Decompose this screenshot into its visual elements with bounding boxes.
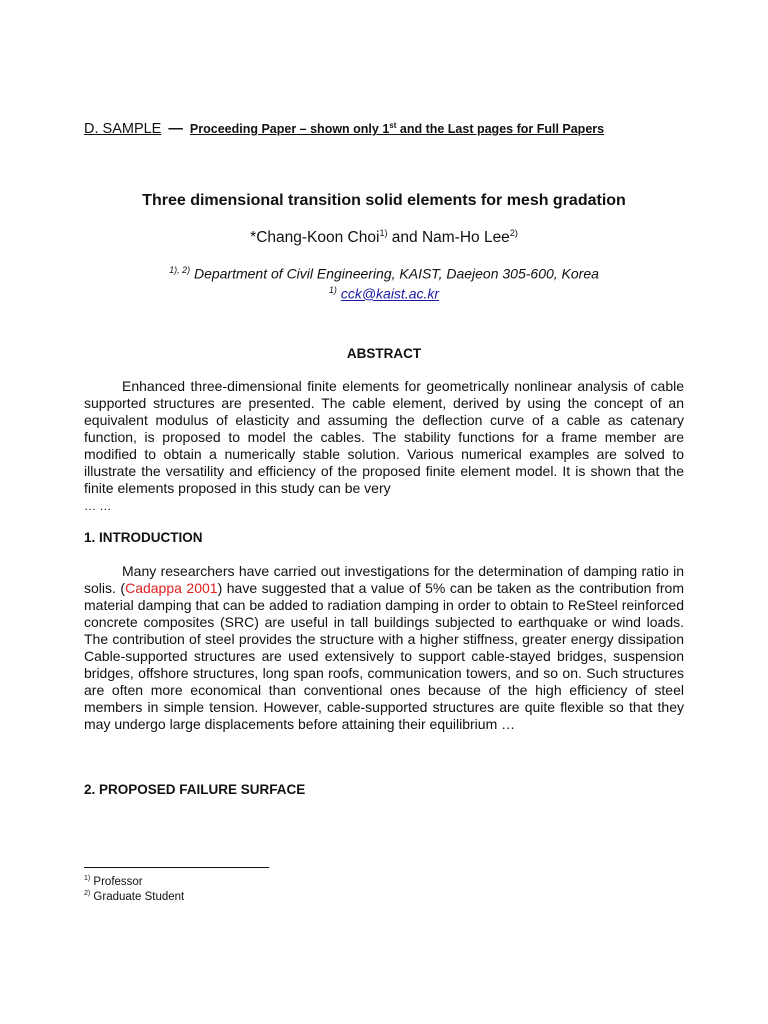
author-2-sup: 2): [509, 228, 518, 238]
abstract-text: Enhanced three-dimensional finite elements for geometrically nonlinear analysis of cable supported structures are presented. The cable element, derived by using the concept of an equivalent modulus of elasticity and assuming the deflection curve of a cable as catenary function, is proposed to model the cables. The stability functions for a frame member are modified to obtain a numerically stable solution. Various numerical examples are solved to illustrate the versatility and efficiency of the proposed finite element model. It is shown that the finite elements proposed in this study can be very: [84, 378, 684, 496]
citation-link[interactable]: Cadappa 2001: [125, 580, 218, 596]
intro-tail: equilibrium …: [429, 716, 516, 732]
footnote-2: [84, 890, 184, 903]
intro-text-after: ) have suggested that a value of 5% can be taken as the contribution from material damping that can be added to radiation damping in order to obtain to ReSteel reinforced concrete composites (SRC) are useful in tall buildings subjected to earthquake or wind loads. The contribution of steel provides the structure with a higher stiffness, greater energy dissipation Cable-supported structures are used extensively to support cable-stayed bridges, suspension bridges, offshore structures, long span roofs, communication towers, and so on. Such structures are often more economical than conventional ones because of the high efficiency of steel members in simple tension. However, cable-supported structures are quite flexible so that they may undergo large displacements before attaining their: [84, 580, 684, 732]
footnote-1-sup: 1): [84, 875, 91, 882]
section-heading-introduction: 1. INTRODUCTION: [84, 530, 203, 545]
section-heading-failure-surface: 2. PROPOSED FAILURE SURFACE: [84, 782, 306, 797]
introduction-paragraph: [84, 563, 684, 733]
author-and: and: [387, 229, 422, 247]
footnote-1-text: Professor: [90, 875, 143, 888]
abstract-ellipsis: … …: [84, 499, 112, 513]
email-link[interactable]: cck@kaist.ac.kr: [340, 285, 440, 302]
abstract-paragraph: [84, 378, 684, 515]
affiliation-line: [0, 265, 768, 282]
author-1-sup: 1): [379, 228, 388, 238]
author-1: *Chang-Koon Choi: [250, 229, 380, 247]
author-2: Nam-Ho Lee: [421, 229, 510, 247]
sample-label: D. SAMPLE: [84, 121, 162, 138]
sample-subtitle: [190, 122, 604, 136]
email-sup: 1): [328, 285, 337, 295]
footnote-2-sup: 2): [84, 890, 91, 897]
footnote-1: [84, 875, 143, 888]
intro-text-before: Many researchers have carried out investigations for the determination of damping ratio in solis. (: [84, 563, 684, 596]
header-dash: —: [168, 121, 183, 138]
sample-subtitle-part-a: Proceeding Paper – shown only 1: [189, 122, 390, 137]
affiliation-sup: 1), 2): [169, 265, 191, 275]
footnote-divider: [84, 867, 269, 868]
email-line: [0, 285, 768, 302]
paper-title: Three dimensional transition solid elements for mesh gradation: [142, 192, 626, 209]
footnote-2-text: Graduate Student: [90, 890, 185, 903]
sample-header: [84, 121, 704, 137]
sample-subtitle-sup: st: [389, 121, 397, 130]
affiliation-text: Department of Civil Engineering, KAIST, Daejeon 305-600, Korea: [190, 265, 599, 282]
sample-subtitle-part-b: and the Last pages for Full Papers: [396, 122, 605, 137]
abstract-heading: ABSTRACT: [346, 346, 422, 361]
author-line: [0, 228, 768, 247]
